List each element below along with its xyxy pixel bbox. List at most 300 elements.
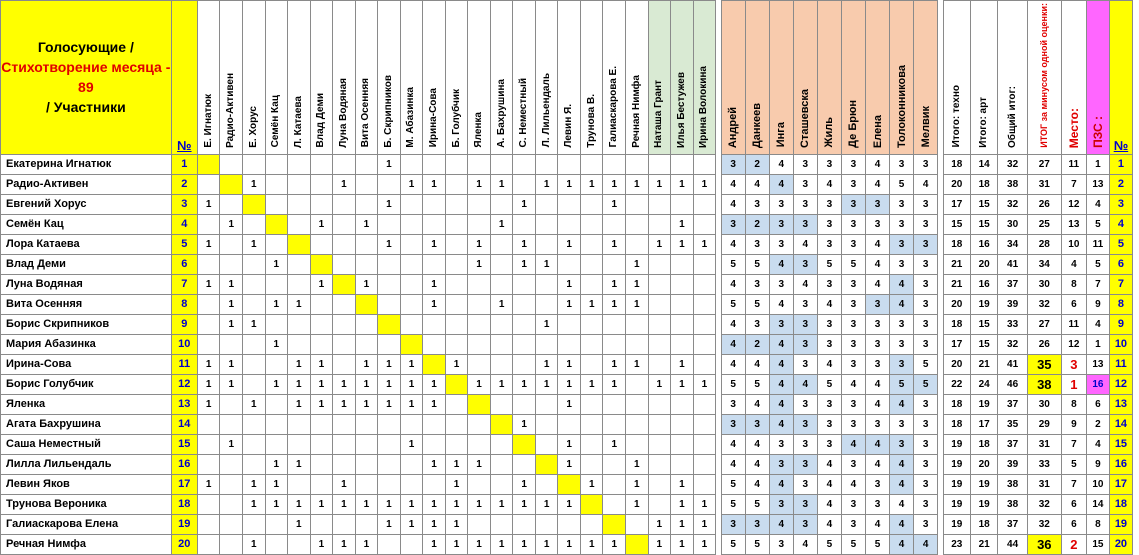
- total-value: 29: [1027, 414, 1061, 434]
- vote-cell: 1: [310, 374, 333, 394]
- total-value: 15: [1086, 534, 1109, 554]
- vote-cell: 1: [378, 514, 401, 534]
- participant-number-right: 16: [1109, 454, 1132, 474]
- judge-score: 3: [890, 254, 914, 274]
- vote-cell: [288, 234, 311, 254]
- vote-cell: [513, 334, 536, 354]
- vote-cell: [265, 174, 288, 194]
- vote-cell: 1: [468, 254, 491, 274]
- judge-score: 3: [817, 154, 841, 174]
- participant-name: Борис Скрипников: [1, 314, 172, 334]
- vote-cell: [288, 414, 311, 434]
- judge-score: 4: [769, 514, 793, 534]
- vote-cell: [333, 454, 356, 474]
- judge-score: 3: [793, 354, 817, 374]
- total-value: 19: [970, 474, 997, 494]
- vote-cell: [400, 214, 423, 234]
- vote-cell: [220, 454, 243, 474]
- vote-cell: [333, 414, 356, 434]
- vote-cell: 1: [671, 374, 694, 394]
- vote-cell: 1: [310, 214, 333, 234]
- vote-cell: [693, 154, 716, 174]
- judge-score: 4: [890, 534, 914, 554]
- vote-cell: [513, 274, 536, 294]
- judge-score: 5: [865, 534, 889, 554]
- vote-cell: [671, 274, 694, 294]
- total-value: 16: [1086, 374, 1109, 394]
- vote-cell: [220, 194, 243, 214]
- number-header-right: №: [1109, 1, 1132, 155]
- vote-cell: 1: [558, 274, 581, 294]
- total-value: 2: [1061, 534, 1086, 554]
- total-value: 20: [970, 454, 997, 474]
- judge-score: 3: [914, 394, 938, 414]
- table-row: [1, 194, 1133, 214]
- vote-cell: [333, 254, 356, 274]
- vote-cell: 1: [423, 374, 446, 394]
- vote-cell: 1: [378, 494, 401, 514]
- vote-cell: [265, 434, 288, 454]
- vote-cell: [288, 334, 311, 354]
- judge-score: 4: [721, 194, 745, 214]
- vote-cell: [693, 214, 716, 234]
- vote-cell: 1: [671, 534, 694, 554]
- judge-score: 4: [865, 394, 889, 414]
- total-value: 10: [1061, 234, 1086, 254]
- vote-cell: [490, 514, 513, 534]
- vote-cell: [197, 534, 220, 554]
- vote-cell: [535, 514, 558, 534]
- vote-cell: [558, 254, 581, 274]
- judge-score: 3: [890, 334, 914, 354]
- participant-name: Семён Кац: [1, 214, 172, 234]
- vote-cell: [603, 334, 626, 354]
- vote-cell: [603, 514, 626, 534]
- judge-score: 4: [817, 514, 841, 534]
- vote-cell: [445, 214, 468, 234]
- vote-cell: 1: [603, 354, 626, 374]
- vote-cell: [490, 334, 513, 354]
- total-value: 5: [1061, 454, 1086, 474]
- vote-cell: [580, 234, 603, 254]
- total-value: 34: [1027, 254, 1061, 274]
- total-value: 24: [970, 374, 997, 394]
- vote-cell: [445, 334, 468, 354]
- total-value: 17: [943, 334, 970, 354]
- judge-score: 3: [865, 474, 889, 494]
- vote-cell: 1: [558, 494, 581, 514]
- participant-number: 20: [171, 534, 197, 554]
- vote-cell: [490, 314, 513, 334]
- vote-cell: [378, 434, 401, 454]
- vote-cell: [468, 154, 491, 174]
- total-value: 7: [1061, 434, 1086, 454]
- judge-header: Инга: [769, 1, 793, 155]
- vote-cell: 1: [513, 414, 536, 434]
- vote-cell: [310, 154, 333, 174]
- participant-number: 1: [171, 154, 197, 174]
- vote-cell: [265, 414, 288, 434]
- vote-cell: [490, 154, 513, 174]
- judge-score: 3: [914, 434, 938, 454]
- total-value: 18: [943, 394, 970, 414]
- judge-score: 3: [793, 314, 817, 334]
- judge-score: 3: [841, 334, 865, 354]
- vote-cell: 1: [265, 454, 288, 474]
- vote-cell: 1: [400, 434, 423, 454]
- vote-cell: [355, 314, 378, 334]
- vote-cell: [197, 494, 220, 514]
- participant-name: Агата Бахрушина: [1, 414, 172, 434]
- vote-cell: [445, 254, 468, 274]
- judge-score: 3: [841, 454, 865, 474]
- vote-cell: 1: [378, 194, 401, 214]
- judge-score: 4: [793, 234, 817, 254]
- total-value: 36: [1027, 534, 1061, 554]
- vote-cell: 1: [197, 234, 220, 254]
- participant-number: 9: [171, 314, 197, 334]
- judge-score: 3: [865, 414, 889, 434]
- participant-name: Радио-Активен: [1, 174, 172, 194]
- total-value: 38: [998, 494, 1028, 514]
- vote-cell: 1: [197, 474, 220, 494]
- vote-cell: [468, 394, 491, 414]
- judge-score: 4: [721, 454, 745, 474]
- vote-cell: [603, 254, 626, 274]
- judge-header: Де Брюн: [841, 1, 865, 155]
- vote-cell: [648, 274, 671, 294]
- judge-score: 3: [841, 154, 865, 174]
- vote-cell: [445, 374, 468, 394]
- judge-score: 4: [769, 254, 793, 274]
- judge-score: 4: [745, 454, 769, 474]
- vote-cell: 1: [558, 434, 581, 454]
- vote-cell: [197, 334, 220, 354]
- vote-cell: [423, 354, 446, 374]
- voter-header: Трунова В.: [580, 1, 603, 155]
- judge-score: 4: [890, 394, 914, 414]
- judge-header: Данкеев: [745, 1, 769, 155]
- vote-cell: 1: [626, 294, 649, 314]
- vote-cell: [355, 154, 378, 174]
- total-value: 44: [998, 534, 1028, 554]
- vote-cell: [242, 274, 265, 294]
- table-row: [1, 534, 1133, 554]
- judge-score: 3: [793, 434, 817, 454]
- vote-cell: 1: [558, 454, 581, 474]
- judge-score: 3: [914, 494, 938, 514]
- voter-header: Илья Бестужев: [671, 1, 694, 155]
- judge-score: 3: [914, 254, 938, 274]
- judge-score: 3: [769, 214, 793, 234]
- participant-number: 16: [171, 454, 197, 474]
- participant-number: 5: [171, 234, 197, 254]
- vote-cell: [490, 454, 513, 474]
- judge-score: 4: [817, 354, 841, 374]
- judge-score: 3: [865, 294, 889, 314]
- judge-score: 4: [914, 174, 938, 194]
- vote-cell: 1: [423, 174, 446, 194]
- vote-cell: [333, 314, 356, 334]
- total-value: 21: [970, 534, 997, 554]
- total-value: 22: [943, 374, 970, 394]
- participant-number-right: 4: [1109, 214, 1132, 234]
- judge-score: 3: [745, 314, 769, 334]
- vote-cell: 1: [693, 374, 716, 394]
- vote-cell: [355, 334, 378, 354]
- judge-score: 3: [793, 474, 817, 494]
- vote-cell: 1: [490, 374, 513, 394]
- judge-score: 4: [721, 174, 745, 194]
- judge-score: 4: [793, 374, 817, 394]
- vote-cell: 1: [400, 354, 423, 374]
- vote-cell: [378, 474, 401, 494]
- vote-cell: [693, 334, 716, 354]
- judge-score: 2: [745, 334, 769, 354]
- vote-cell: [513, 174, 536, 194]
- vote-cell: [693, 414, 716, 434]
- total-value: 32: [998, 194, 1028, 214]
- vote-cell: 1: [445, 494, 468, 514]
- vote-cell: [310, 254, 333, 274]
- total-value: 37: [998, 514, 1028, 534]
- vote-cell: [378, 174, 401, 194]
- vote-cell: 1: [400, 394, 423, 414]
- vote-cell: 1: [580, 474, 603, 494]
- vote-cell: [220, 514, 243, 534]
- total-header: Итого: арт: [970, 1, 997, 155]
- vote-cell: 1: [288, 294, 311, 314]
- vote-cell: 1: [468, 454, 491, 474]
- vote-cell: [355, 294, 378, 314]
- participant-number-right: 2: [1109, 174, 1132, 194]
- judge-score: 3: [817, 234, 841, 254]
- vote-cell: 1: [626, 254, 649, 274]
- vote-cell: [220, 394, 243, 414]
- header-row: [1, 1, 1133, 155]
- judge-header: Елена: [865, 1, 889, 155]
- total-value: 30: [998, 214, 1028, 234]
- voter-header: Б. Скрипников: [378, 1, 401, 155]
- vote-cell: 1: [220, 374, 243, 394]
- judge-score: 3: [841, 354, 865, 374]
- judge-score: 3: [769, 534, 793, 554]
- judge-score: 4: [865, 514, 889, 534]
- vote-cell: [648, 434, 671, 454]
- vote-cell: [468, 434, 491, 454]
- vote-cell: [626, 534, 649, 554]
- judge-score: 3: [793, 294, 817, 314]
- participant-number-right: 14: [1109, 414, 1132, 434]
- table-row: [1, 474, 1133, 494]
- vote-cell: [580, 274, 603, 294]
- vote-cell: [333, 294, 356, 314]
- vote-cell: 1: [490, 214, 513, 234]
- total-value: 7: [1061, 474, 1086, 494]
- vote-cell: [445, 314, 468, 334]
- vote-cell: [423, 314, 446, 334]
- voter-header: Речная Нимфа: [626, 1, 649, 155]
- vote-cell: [693, 254, 716, 274]
- vote-cell: [220, 474, 243, 494]
- vote-cell: 1: [648, 514, 671, 534]
- total-value: 19: [970, 494, 997, 514]
- vote-cell: [197, 514, 220, 534]
- vote-cell: 1: [648, 234, 671, 254]
- total-value: 46: [998, 374, 1028, 394]
- vote-cell: [378, 294, 401, 314]
- vote-cell: [535, 234, 558, 254]
- participant-name: Борис Голубчик: [1, 374, 172, 394]
- vote-cell: [671, 334, 694, 354]
- vote-cell: [197, 154, 220, 174]
- participant-name: Речная Нимфа: [1, 534, 172, 554]
- total-value: 37: [998, 274, 1028, 294]
- vote-cell: 1: [490, 174, 513, 194]
- vote-cell: [445, 174, 468, 194]
- total-value: 18: [943, 154, 970, 174]
- judge-score: 3: [914, 314, 938, 334]
- vote-cell: 1: [288, 374, 311, 394]
- participant-name: Трунова Вероника: [1, 494, 172, 514]
- judge-score: 5: [817, 254, 841, 274]
- vote-cell: 1: [445, 354, 468, 374]
- total-header: Место:: [1061, 1, 1086, 155]
- judge-score: 3: [890, 414, 914, 434]
- judge-score: 3: [914, 514, 938, 534]
- vote-cell: 1: [490, 294, 513, 314]
- total-value: 1: [1086, 154, 1109, 174]
- total-value: 11: [1061, 314, 1086, 334]
- vote-cell: [558, 334, 581, 354]
- vote-cell: 1: [288, 454, 311, 474]
- vote-cell: 1: [378, 374, 401, 394]
- vote-cell: [693, 454, 716, 474]
- voter-header: Ирина-Сова: [423, 1, 446, 155]
- vote-cell: [490, 434, 513, 454]
- vote-cell: [445, 154, 468, 174]
- vote-cell: [265, 314, 288, 334]
- judge-score: 4: [841, 374, 865, 394]
- vote-cell: 1: [535, 374, 558, 394]
- total-value: 5: [1086, 254, 1109, 274]
- judge-score: 4: [890, 474, 914, 494]
- total-header: Общий итог:: [998, 1, 1028, 155]
- vote-cell: 1: [197, 194, 220, 214]
- vote-cell: 1: [288, 394, 311, 414]
- vote-cell: [355, 234, 378, 254]
- vote-cell: [535, 214, 558, 234]
- vote-cell: [355, 194, 378, 214]
- total-value: 20: [943, 354, 970, 374]
- table-row: [1, 154, 1133, 174]
- participant-name: Лора Катаева: [1, 234, 172, 254]
- vote-cell: [648, 314, 671, 334]
- vote-cell: [288, 274, 311, 294]
- participant-number: 8: [171, 294, 197, 314]
- vote-cell: [468, 314, 491, 334]
- total-value: 4: [1061, 254, 1086, 274]
- vote-cell: [535, 474, 558, 494]
- total-value: 32: [1027, 494, 1061, 514]
- vote-cell: [580, 214, 603, 234]
- vote-cell: 1: [468, 534, 491, 554]
- vote-cell: [310, 314, 333, 334]
- vote-cell: 1: [220, 314, 243, 334]
- vote-cell: [265, 154, 288, 174]
- judge-score: 4: [865, 174, 889, 194]
- total-value: 21: [970, 354, 997, 374]
- judge-score: 4: [841, 474, 865, 494]
- total-value: 37: [998, 434, 1028, 454]
- vote-cell: 1: [242, 234, 265, 254]
- total-value: 19: [943, 434, 970, 454]
- vote-cell: 1: [378, 154, 401, 174]
- vote-cell: [288, 474, 311, 494]
- vote-cell: [242, 294, 265, 314]
- total-value: 19: [943, 474, 970, 494]
- total-value: 12: [1061, 194, 1086, 214]
- vote-cell: [626, 314, 649, 334]
- judge-score: 4: [769, 174, 793, 194]
- vote-cell: 1: [333, 474, 356, 494]
- vote-cell: [693, 294, 716, 314]
- judge-score: 4: [721, 334, 745, 354]
- total-value: 18: [943, 314, 970, 334]
- total-value: 20: [943, 294, 970, 314]
- vote-cell: [580, 414, 603, 434]
- vote-cell: 1: [693, 534, 716, 554]
- vote-cell: [242, 414, 265, 434]
- vote-cell: [648, 294, 671, 314]
- judge-score: 3: [745, 234, 769, 254]
- judge-score: 4: [890, 294, 914, 314]
- judge-score: 5: [745, 294, 769, 314]
- vote-cell: [580, 314, 603, 334]
- judge-score: 4: [865, 254, 889, 274]
- total-value: 1: [1061, 374, 1086, 394]
- judge-score: 4: [890, 514, 914, 534]
- vote-cell: [580, 394, 603, 414]
- judge-score: 3: [769, 194, 793, 214]
- judge-score: 4: [841, 434, 865, 454]
- vote-cell: [310, 454, 333, 474]
- judge-score: 3: [745, 194, 769, 214]
- participant-name: Лилла Лильендаль: [1, 454, 172, 474]
- vote-cell: [626, 334, 649, 354]
- participant-number: 13: [171, 394, 197, 414]
- table-row: [1, 274, 1133, 294]
- total-value: 15: [970, 334, 997, 354]
- total-value: 37: [998, 394, 1028, 414]
- vote-cell: 1: [693, 514, 716, 534]
- total-value: 39: [998, 454, 1028, 474]
- vote-cell: [468, 334, 491, 354]
- judge-score: 4: [890, 454, 914, 474]
- vote-cell: [468, 274, 491, 294]
- voter-header: С. Неместный: [513, 1, 536, 155]
- total-value: 31: [1027, 174, 1061, 194]
- vote-cell: [242, 514, 265, 534]
- vote-cell: [490, 414, 513, 434]
- vote-cell: [197, 254, 220, 274]
- vote-cell: [310, 514, 333, 534]
- total-value: 2: [1086, 414, 1109, 434]
- vote-cell: [626, 414, 649, 434]
- vote-cell: 1: [513, 254, 536, 274]
- judge-score: 4: [890, 494, 914, 514]
- vote-cell: [265, 394, 288, 414]
